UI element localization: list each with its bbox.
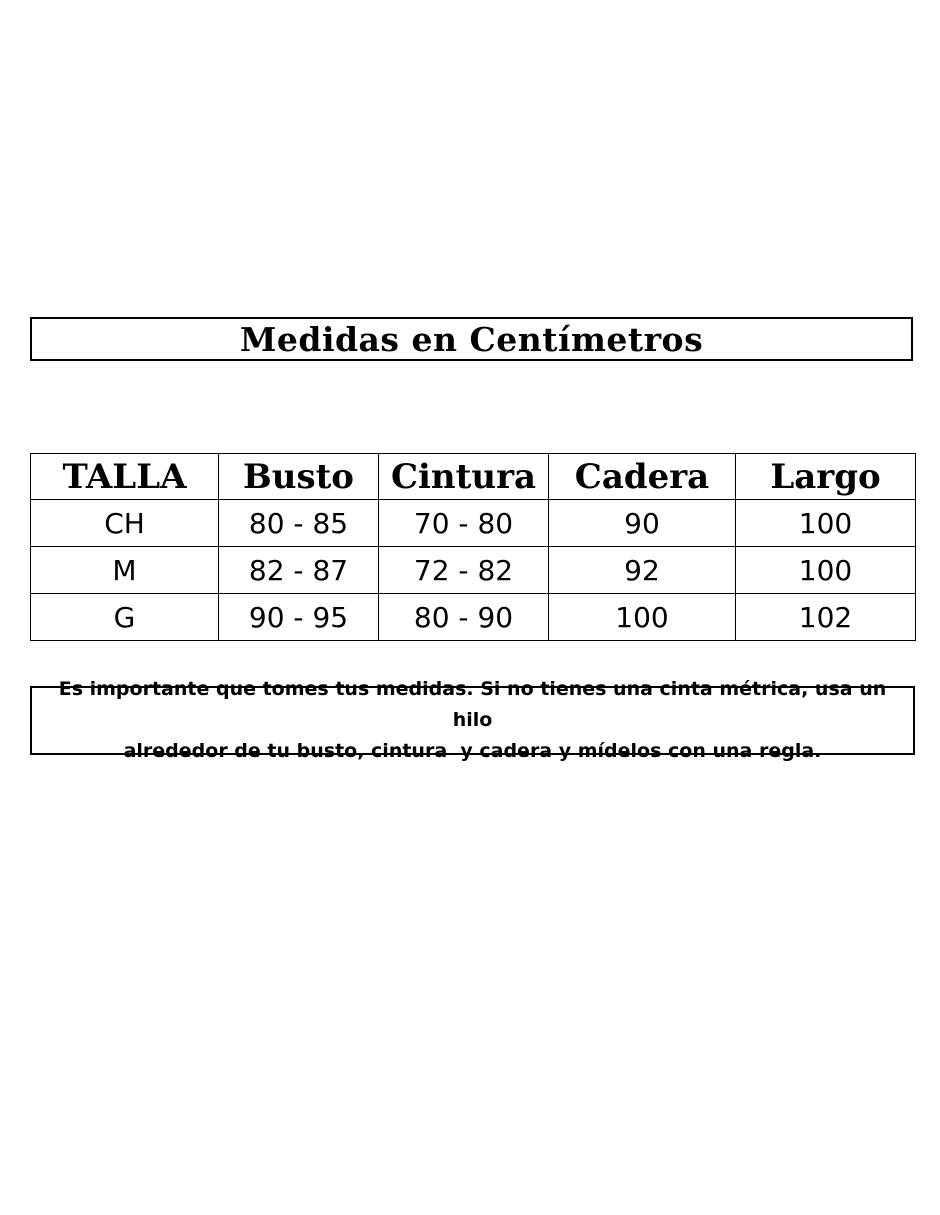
header-cadera: Cadera [549, 454, 736, 500]
cell-cintura: 80 - 90 [379, 594, 549, 641]
title-box [30, 317, 913, 361]
header-cintura: Cintura [379, 454, 549, 500]
header-largo: Largo [736, 454, 916, 500]
table-row [31, 547, 916, 594]
size-table [30, 453, 916, 641]
cell-largo: 102 [736, 594, 916, 641]
note-box [30, 678, 915, 762]
cell-busto: 90 - 95 [219, 594, 379, 641]
cell-largo: 100 [736, 547, 916, 594]
cell-cintura: 70 - 80 [379, 500, 549, 547]
header-busto: Busto [219, 454, 379, 500]
page-title: Medidas en Centímetros [239, 319, 704, 359]
note-line-1: Es importante que tomes tus medidas. Si no tienes una cinta métrica, usa un hilo [58, 678, 893, 731]
cell-talla: CH [31, 500, 219, 547]
cell-cadera: 92 [549, 547, 736, 594]
table-row [31, 500, 916, 547]
cell-talla: G [31, 594, 219, 641]
cell-talla: M [31, 547, 219, 594]
cell-busto: 82 - 87 [219, 547, 379, 594]
cell-cintura: 72 - 82 [379, 547, 549, 594]
cell-largo: 100 [736, 500, 916, 547]
cell-cadera: 90 [549, 500, 736, 547]
header-talla: TALLA [31, 454, 219, 500]
table-row [31, 594, 916, 641]
note-line-2: alrededor de tu busto, cintura y cadera y mídelos con una regla. [123, 740, 822, 762]
cell-busto: 80 - 85 [219, 500, 379, 547]
cell-cadera: 100 [549, 594, 736, 641]
table-header-row [31, 454, 916, 500]
note-text [56, 674, 893, 767]
